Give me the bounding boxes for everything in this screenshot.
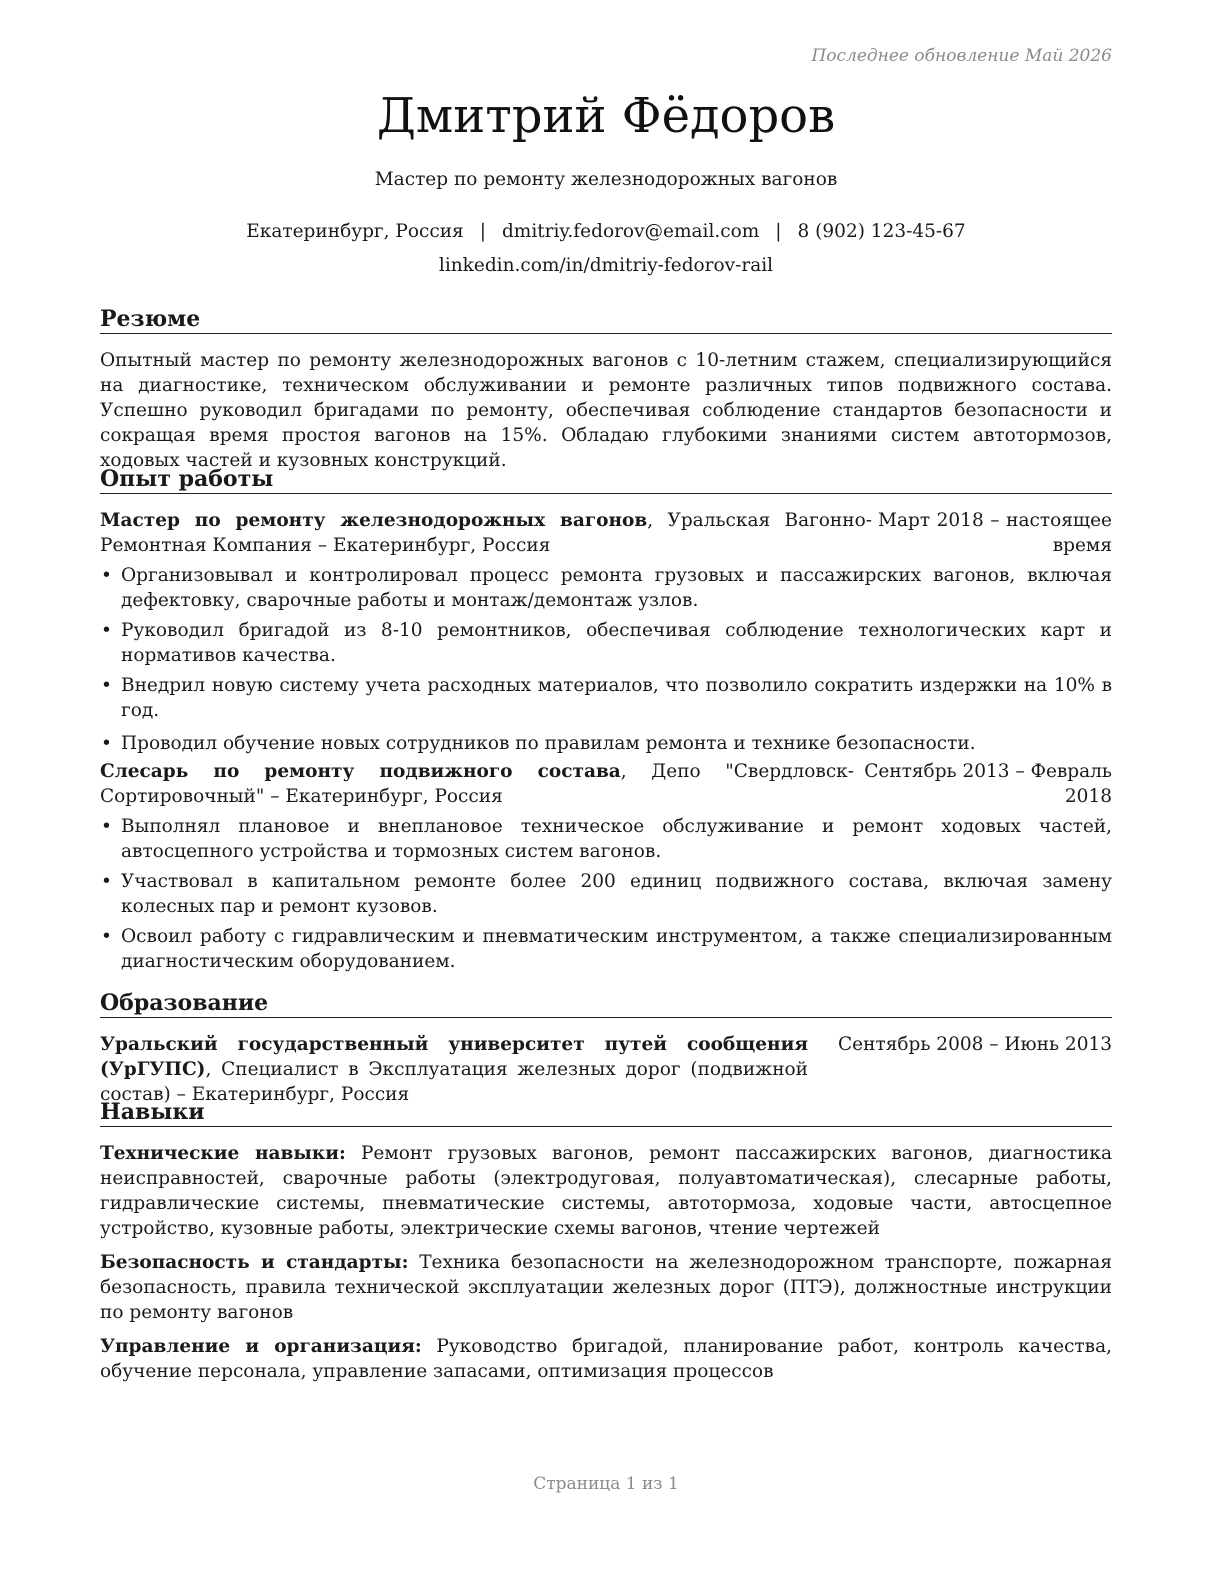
job-entry	[100, 759, 1112, 974]
degree: , Специалист в Эксплуатация железных дорог (подвижной состав) – Екатеринбург, Россия	[100, 1059, 808, 1105]
job-bullets	[100, 814, 1112, 974]
separator: |	[479, 221, 486, 242]
skill-group-text: Ремонт грузовых вагонов, ремонт пассажирских вагонов, диагностика неисправностей, сварочные работы (электродуговая, полуавтоматическая), слесарные работы, гидравлические системы, пневматические системы, автотормоза, ходовые части, автосцепное устройство, кузовные работы, электрические схемы вагонов, чтение чертежей	[100, 1143, 1112, 1239]
resume-page	[100, 0, 1112, 1584]
job-role: Слесарь по ремонту подвижного состава	[100, 761, 621, 782]
list-item: • Выполнял плановое и внеплановое техническое обслуживание и ремонт ходовых частей, автосцепного устройства и тормозных систем вагонов.	[100, 814, 1112, 864]
job-org: , Уральская Вагонно-Ремонтная Компания – Екатеринбург, Россия	[100, 510, 872, 556]
email-link[interactable]: dmitriy.fedorov@email.com	[501, 221, 760, 242]
section-title-summary: Резюме	[100, 305, 1112, 334]
job-entry	[100, 508, 1112, 756]
job-heading	[100, 759, 854, 809]
job-heading	[100, 508, 872, 558]
list-item: • Освоил работу с гидравлическим и пневматическим инструментом, а также специализированным диагностическим оборудованием.	[100, 924, 1112, 974]
candidate-title: Мастер по ремонту железнодорожных вагонов	[374, 169, 838, 190]
job-dates: Сентябрь 2013 – Февраль 2018	[864, 761, 1112, 807]
linkedin-link[interactable]: linkedin.com/in/dmitriy-fedorov-rail	[438, 255, 774, 276]
summary-block	[100, 348, 1112, 473]
list-item: • Руководил бригадой из 8-10 ремонтников, обеспечивая соблюдение технологических карт и нормативов качества.	[100, 618, 1112, 668]
education-entry	[100, 1032, 1112, 1107]
skill-group-label: Управление и организация:	[100, 1336, 422, 1357]
education-dates: Сентябрь 2008 – Июнь 2013	[838, 1034, 1112, 1055]
job-dates: Март 2018 – настоящее время	[878, 510, 1112, 556]
section-title-skills: Навыки	[100, 1098, 1112, 1127]
list-item: • Участвовал в капитальном ремонте более 200 единиц подвижного состава, включая замену колесных пар и ремонт кузовов.	[100, 869, 1112, 919]
job-bullets	[100, 563, 1112, 756]
list-item: • Организовывал и контролировал процесс ремонта грузовых и пассажирских вагонов, включая дефектовку, сварочные работы и монтаж/демонтаж узлов.	[100, 563, 1112, 613]
contact-line	[100, 219, 1112, 244]
last-updated: Последнее обновление Май 2026	[811, 46, 1112, 66]
list-item: • Проводил обучение новых сотрудников по правилам ремонта и технике безопасности.	[100, 731, 1112, 756]
separator: |	[775, 221, 782, 242]
candidate-name: Дмитрий Фёдоров	[376, 88, 836, 144]
skill-group-text: Руководство бригадой, планирование работ, контроль качества, обучение персонала, управление запасами, оптимизация процессов	[100, 1336, 1112, 1382]
section-title-education: Образование	[100, 989, 1112, 1018]
school-name: Уральский государственный университет путей сообщения (УрГУПС)	[100, 1034, 808, 1080]
location: Екатеринбург, Россия	[246, 221, 464, 242]
job-header	[100, 759, 1112, 809]
section-title-experience: Опыт работы	[100, 465, 1112, 494]
skill-group-label: Безопасность и стандарты:	[100, 1252, 409, 1273]
education-heading	[100, 1032, 808, 1107]
skill-group	[100, 1250, 1112, 1325]
list-item: • Внедрил новую систему учета расходных материалов, что позволило сократить издержки на 10% в год.	[100, 673, 1112, 723]
page-number: Страница 1 из 1	[533, 1474, 679, 1494]
job-org: , Депо "Свердловск-Сортировочный" – Екатеринбург, Россия	[100, 761, 854, 807]
skills-block	[100, 1141, 1112, 1384]
summary-text: Опытный мастер по ремонту железнодорожных вагонов с 10-летним стажем, специализирующийся на диагностике, техническом обслуживании и ремонте различных типов подвижного состава. Успешно руководил бригадами по ремонту, обеспечивая соблюдение стандартов безопасности и сокращая время простоя вагонов на 15%. Обладаю глубокими знаниями систем автотормозов, ходовых частей и кузовных конструкций.	[100, 350, 1112, 471]
skill-group	[100, 1334, 1112, 1384]
job-header	[100, 508, 1112, 558]
job-role: Мастер по ремонту железнодорожных вагонов	[100, 510, 648, 531]
skill-group-label: Технические навыки:	[100, 1143, 346, 1164]
phone: 8 (902) 123-45-67	[797, 221, 966, 242]
skill-group-text: Техника безопасности на железнодорожном транспорте, пожарная безопасность, правила технической эксплуатации железных дорог (ПТЭ), должностные инструкции по ремонту вагонов	[100, 1252, 1112, 1323]
education-header	[100, 1032, 1112, 1107]
skill-group	[100, 1141, 1112, 1241]
